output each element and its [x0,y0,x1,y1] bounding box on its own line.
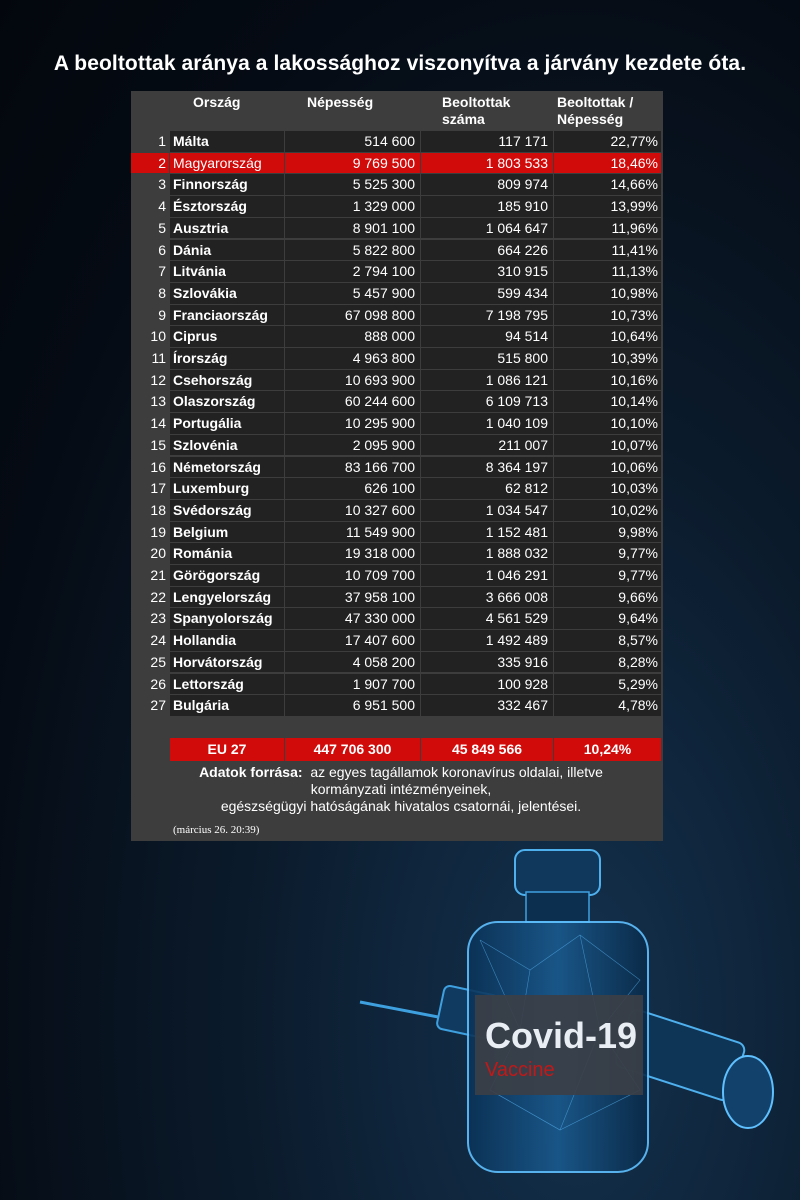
ratio-cell: 11,41% [554,240,661,261]
rank-cell: 18 [131,500,169,521]
vaccinated-cell: 664 226 [421,240,553,261]
ratio-cell: 10,02% [554,500,661,521]
vaccinated-cell: 117 171 [421,131,553,152]
source-line1: az egyes tagállamok koronavírus oldalai, illetve [310,764,603,780]
table-row [131,587,663,609]
population-cell: 5 457 900 [285,283,420,304]
rank-cell: 1 [131,131,169,152]
vaccinated-cell: 335 916 [421,652,553,673]
country-cell: Franciaország [170,305,284,326]
vaccinated-cell: 515 800 [421,348,553,369]
population-cell: 5 525 300 [285,174,420,195]
rank-cell: 17 [131,478,169,499]
vaccinated-cell: 8 364 197 [421,457,553,478]
ratio-cell: 10,07% [554,435,661,456]
table-row [131,478,663,500]
table-row [131,457,663,479]
ratio-cell: 11,13% [554,261,661,282]
vial-label-title: Covid-19 [485,1015,638,1056]
vaccinated-cell: 62 812 [421,478,553,499]
vaccinated-cell: 4 561 529 [421,608,553,629]
population-cell: 626 100 [285,478,420,499]
ratio-cell: 9,77% [554,565,661,586]
rank-cell: 10 [131,326,169,347]
population-cell: 37 958 100 [285,587,420,608]
rank-cell: 6 [131,240,169,261]
ratio-cell: 8,28% [554,652,661,673]
population-cell: 888 000 [285,326,420,347]
table-row [131,565,663,587]
vaccinated-cell: 94 514 [421,326,553,347]
table-row [131,131,663,153]
rank-cell: 20 [131,543,169,564]
ratio-cell: 10,39% [554,348,661,369]
ratio-cell: 10,64% [554,326,661,347]
table-row [131,326,663,348]
population-cell: 10 693 900 [285,370,420,391]
country-cell: Portugália [170,413,284,434]
total-row [131,738,663,761]
ratio-cell: 9,98% [554,522,661,543]
vaccinated-cell: 1 040 109 [421,413,553,434]
rank-cell: 8 [131,283,169,304]
rank-cell: 19 [131,522,169,543]
source-line3: egészségügyi hatóságának hivatalos csatornái, jelentései. [220,798,582,814]
vaccinated-cell: 332 467 [421,695,553,716]
rank-cell: 5 [131,218,169,239]
header-population: Népesség [307,94,374,110]
country-cell: Észtország [170,196,284,217]
vaccinated-cell: 1 803 533 [421,153,553,174]
ratio-cell: 10,16% [554,370,661,391]
ratio-cell: 10,06% [554,457,661,478]
country-cell: Csehország [170,370,284,391]
ratio-cell: 13,99% [554,196,661,217]
country-cell: Németország [170,457,284,478]
country-cell: Hollandia [170,630,284,651]
table-row [131,435,663,457]
table-row [131,674,663,696]
rank-cell: 15 [131,435,169,456]
population-cell: 19 318 000 [285,543,420,564]
rank-cell: 16 [131,457,169,478]
population-cell: 47 330 000 [285,608,420,629]
population-cell: 5 822 800 [285,240,420,261]
population-cell: 8 901 100 [285,218,420,239]
country-cell: Málta [170,131,284,152]
population-cell: 514 600 [285,131,420,152]
table-row [131,218,663,240]
total-ratio: 10,24% [554,738,661,761]
table-row [131,652,663,674]
ratio-cell: 10,98% [554,283,661,304]
rank-cell: 3 [131,174,169,195]
population-cell: 1 907 700 [285,674,420,695]
vaccinated-cell: 1 046 291 [421,565,553,586]
vial-neck [526,892,589,922]
population-cell: 6 951 500 [285,695,420,716]
rank-cell: 7 [131,261,169,282]
vaccine-vial-illustration [340,830,800,1200]
rank-cell: 2 [131,153,169,174]
country-cell: Spanyolország [170,608,284,629]
header-vaccinated-line1: Beoltottak [442,94,511,110]
header-ratio-line1: Beoltottak / [557,94,634,110]
ratio-cell: 4,78% [554,695,661,716]
vaccinated-cell: 1 492 489 [421,630,553,651]
rank-cell: 25 [131,652,169,673]
table-row [131,370,663,392]
country-cell: Belgium [170,522,284,543]
population-cell: 4 058 200 [285,652,420,673]
population-cell: 10 709 700 [285,565,420,586]
header-ratio-line2: Népesség [557,111,624,127]
table-row [131,630,663,652]
population-cell: 1 329 000 [285,196,420,217]
total-label: EU 27 [170,738,284,761]
country-cell: Románia [170,543,284,564]
table-row [131,413,663,435]
country-cell: Bulgária [170,695,284,716]
population-cell: 11 549 900 [285,522,420,543]
table-row [131,261,663,283]
country-cell: Finnország [170,174,284,195]
vial-cap [515,850,600,895]
population-cell: 10 327 600 [285,500,420,521]
country-cell: Luxemburg [170,478,284,499]
country-cell: Lengyelország [170,587,284,608]
country-cell: Görögország [170,565,284,586]
rank-cell: 12 [131,370,169,391]
rank-cell: 23 [131,608,169,629]
population-cell: 83 166 700 [285,457,420,478]
ratio-cell: 9,77% [554,543,661,564]
population-cell: 4 963 800 [285,348,420,369]
ratio-cell: 22,77% [554,131,661,152]
table-row [131,522,663,544]
vaccinated-cell: 809 974 [421,174,553,195]
rank-cell: 27 [131,695,169,716]
table-row [131,391,663,413]
country-cell: Lettország [170,674,284,695]
vaccinated-cell: 100 928 [421,674,553,695]
ratio-cell: 10,73% [554,305,661,326]
rank-cell: 21 [131,565,169,586]
page-title: A beoltottak aránya a lakossághoz viszonyítva a járvány kezdete óta. [53,52,747,75]
country-cell: Horvátország [170,652,284,673]
population-cell: 9 769 500 [285,153,420,174]
data-table [131,91,663,841]
table-row [131,608,663,630]
table-row [131,153,663,175]
country-cell: Szlovákia [170,283,284,304]
vaccinated-cell: 7 198 795 [421,305,553,326]
rank-cell: 11 [131,348,169,369]
population-cell: 17 407 600 [285,630,420,651]
timestamp: (március 26. 20:39) [173,824,260,836]
vaccinated-cell: 310 915 [421,261,553,282]
vaccinated-cell: 1 152 481 [421,522,553,543]
ratio-cell: 9,66% [554,587,661,608]
vial-label-subtitle: Vaccine [485,1059,555,1081]
total-population: 447 706 300 [285,738,420,761]
vaccinated-cell: 1 888 032 [421,543,553,564]
population-cell: 60 244 600 [285,391,420,412]
table-row [131,240,663,262]
rank-cell: 9 [131,305,169,326]
vaccinated-cell: 6 109 713 [421,391,553,412]
rank-cell: 24 [131,630,169,651]
ratio-cell: 11,96% [554,218,661,239]
table-row [131,174,663,196]
rank-cell: 14 [131,413,169,434]
country-cell: Szlovénia [170,435,284,456]
country-cell: Olaszország [170,391,284,412]
source-note [151,764,651,815]
country-cell: Dánia [170,240,284,261]
population-cell: 2 794 100 [285,261,420,282]
table-row [131,348,663,370]
country-cell: Ausztria [170,218,284,239]
population-cell: 10 295 900 [285,413,420,434]
country-cell: Ciprus [170,326,284,347]
population-cell: 67 098 800 [285,305,420,326]
vaccinated-cell: 599 434 [421,283,553,304]
vaccinated-cell: 211 007 [421,435,553,456]
vaccinated-cell: 1 064 647 [421,218,553,239]
header-vaccinated-line2: száma [442,111,485,127]
ratio-cell: 18,46% [554,153,661,174]
vaccinated-cell: 185 910 [421,196,553,217]
ratio-cell: 9,64% [554,608,661,629]
total-vaccinated: 45 849 566 [421,738,553,761]
ratio-cell: 8,57% [554,630,661,651]
ratio-cell: 10,10% [554,413,661,434]
source-label: Adatok forrása: [199,764,303,780]
rank-cell: 4 [131,196,169,217]
table-row [131,695,663,717]
rank-cell: 26 [131,674,169,695]
table-row [131,500,663,522]
table-row [131,543,663,565]
population-cell: 2 095 900 [285,435,420,456]
country-cell: Magyarország [170,153,284,174]
country-cell: Írország [170,348,284,369]
vaccinated-cell: 1 086 121 [421,370,553,391]
header-country: Ország [193,94,241,110]
table-row [131,196,663,218]
country-cell: Svédország [170,500,284,521]
ratio-cell: 10,03% [554,478,661,499]
source-line2: kormányzati intézményeinek, [310,781,492,797]
table-row [131,283,663,305]
ratio-cell: 5,29% [554,674,661,695]
table-row [131,305,663,327]
ratio-cell: 10,14% [554,391,661,412]
country-cell: Litvánia [170,261,284,282]
vaccinated-cell: 1 034 547 [421,500,553,521]
rank-cell: 13 [131,391,169,412]
rank-cell: 22 [131,587,169,608]
ratio-cell: 14,66% [554,174,661,195]
vaccinated-cell: 3 666 008 [421,587,553,608]
